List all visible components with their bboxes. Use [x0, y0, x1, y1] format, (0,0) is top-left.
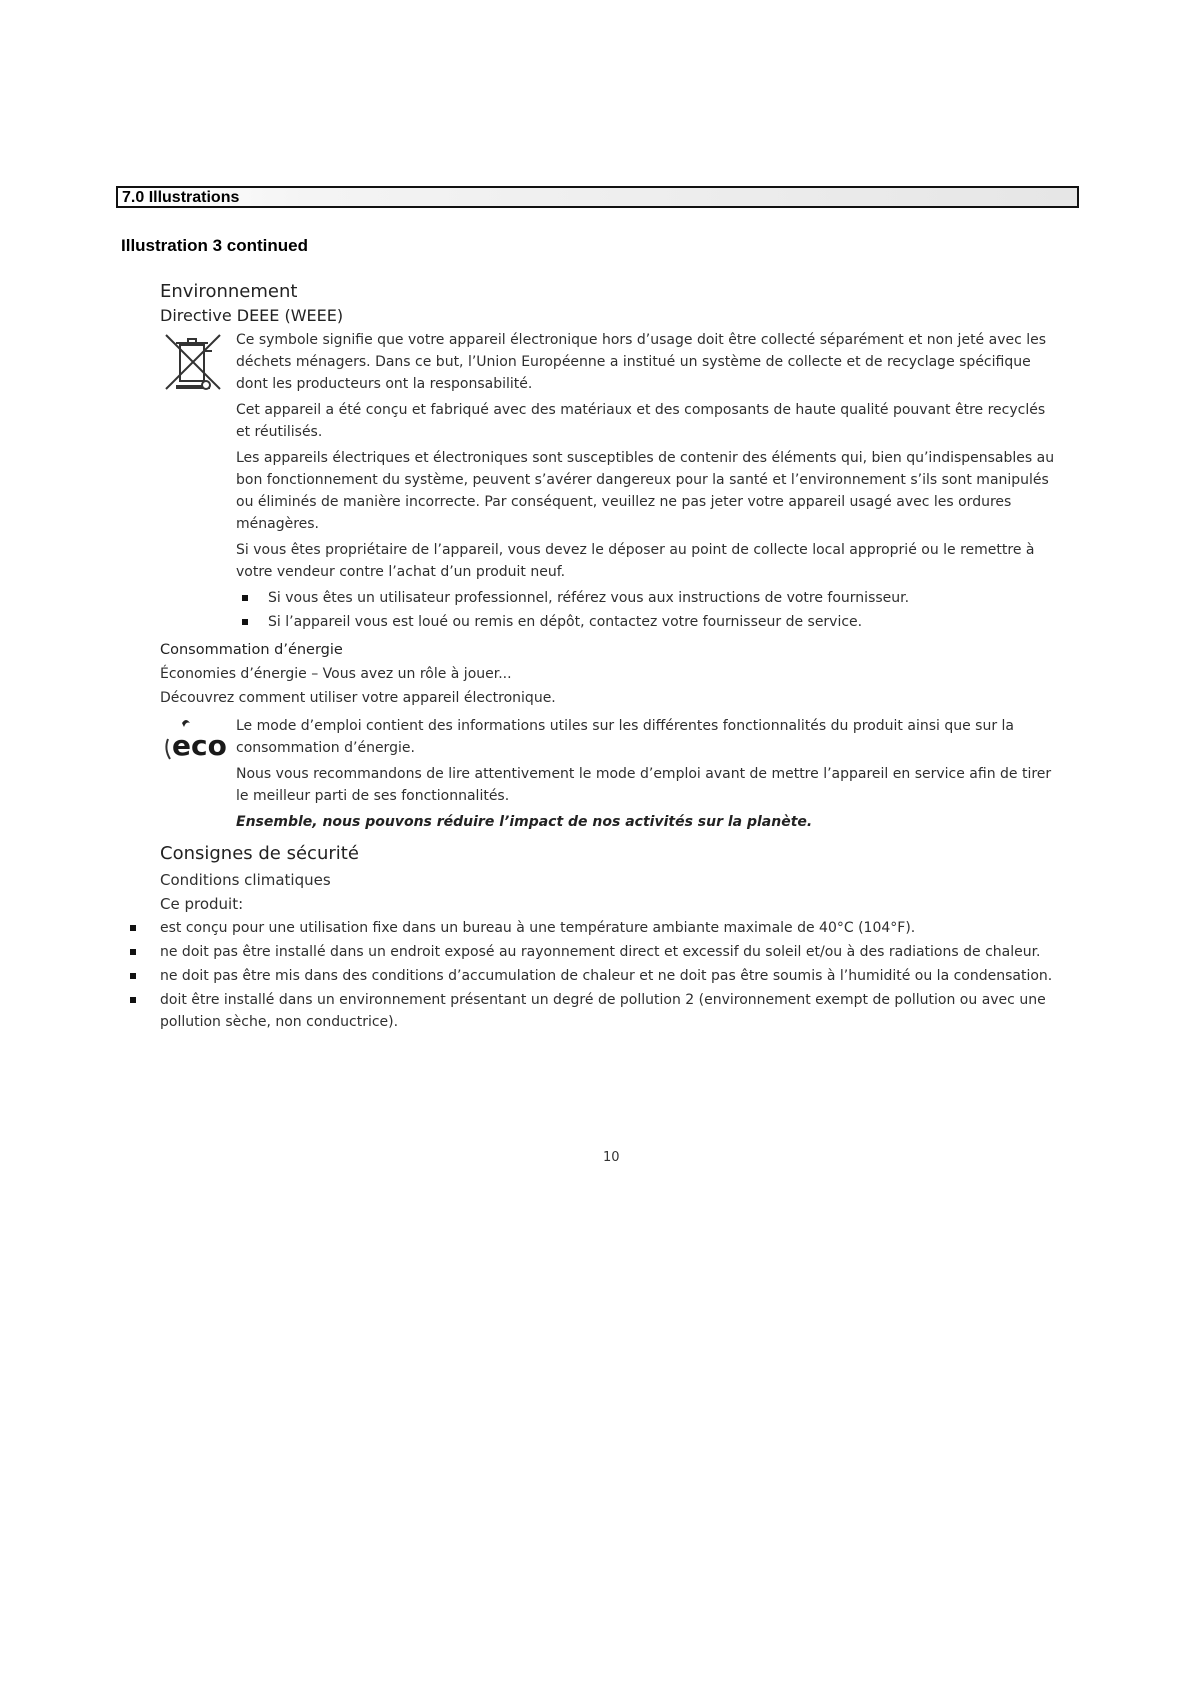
page-number: 10 [603, 1150, 620, 1165]
list-item: est conçu pour une utilisation fixe dans un bureau à une température ambiante maximale de 40°C (104°F). [126, 917, 1060, 939]
safety-bullet-list [160, 917, 1060, 1033]
section-title-bar [116, 186, 1079, 208]
weee-paragraph-4: Si vous êtes propriétaire de l’appareil, vous devez le déposer au point de collecte local approprié ou le remettre à votre vendeur contre l’achat d’un produit neuf. [236, 542, 1035, 580]
page-content [160, 280, 1060, 1035]
directive-heading: Directive DEEE (WEEE) [160, 306, 344, 325]
weee-paragraph-2: Cet appareil a été conçu et fabriqué avec des matériaux et des composants de haute qualité pouvant être recyclés et réutilisés. [236, 402, 1046, 440]
safety-intro: Ce produit: [160, 895, 244, 913]
eco-paragraph-1: Le mode d’emploi contient des informations utiles sur les différentes fonctionnalités du produit ainsi que sur la consommation d’énergie. [236, 718, 1015, 756]
energy-heading: Consommation d’énergie [160, 642, 343, 658]
list-item: doit être installé dans un environnement présentant un degré de pollution 2 (environnement exempt de pollution ou avec une pollution sèche, non conductrice). [126, 989, 1060, 1033]
illustration-subtitle: Illustration 3 continued [121, 236, 309, 255]
list-item: ne doit pas être mis dans des conditions d’accumulation de chaleur et ne doit pas être soumis à l’humidité ou la condensation. [126, 965, 1060, 987]
environment-heading: Environnement [160, 281, 298, 302]
weee-section [160, 329, 1060, 633]
safety-subheading: Conditions climatiques [160, 871, 331, 889]
list-item: Si l’appareil vous est loué ou remis en dépôt, contactez votre fournisseur de service. [236, 611, 1060, 633]
safety-heading: Consignes de sécurité [160, 843, 359, 864]
energy-line-1: Économies d’énergie – Vous avez un rôle à jouer... [160, 666, 512, 682]
list-item: ne doit pas être installé dans un endroit exposé au rayonnement direct et excessif du soleil et/ou à des radiations de chaleur. [126, 941, 1060, 963]
section-title: 7.0 Illustrations [122, 189, 240, 206]
weee-paragraph-1: Ce symbole signifie que votre appareil électronique hors d’usage doit être collecté séparément et non jeté avec les déchets ménagers. Dans ce but, l’Union Européenne a institué un système de collecte et de recyclage spécifique dont les producteurs ont la responsabilité. [236, 332, 1047, 392]
eco-logo-icon [160, 715, 226, 778]
weee-paragraph-3: Les appareils électriques et électroniques sont susceptibles de contenir des éléments qui, bien qu’indispensables au bon fonctionnement du système, peuvent s’avérer dangereux pour la santé et l’environnement s’ils sont manipulés ou éliminés de manière incorrecte. Par conséquent, veuillez ne pas jeter votre appareil usagé avec les ordures ménagères. [236, 450, 1055, 532]
eco-motto: Ensemble, nous pouvons réduire l’impact de nos activités sur la planète. [236, 814, 813, 830]
eco-section [160, 715, 1060, 833]
weee-bullet-list [236, 587, 1060, 633]
eco-paragraph-2: Nous vous recommandons de lire attentivement le mode d’emploi avant de mettre l’appareil en service afin de tirer le meilleur parti de ses fonctionnalités. [236, 766, 1052, 804]
crossed-out-bin-icon [160, 329, 226, 402]
eco-logo-text: eco [172, 729, 226, 762]
energy-line-2: Découvrez comment utiliser votre appareil électronique. [160, 690, 556, 706]
list-item: Si vous êtes un utilisateur professionnel, référez vous aux instructions de votre fournisseur. [236, 587, 1060, 609]
